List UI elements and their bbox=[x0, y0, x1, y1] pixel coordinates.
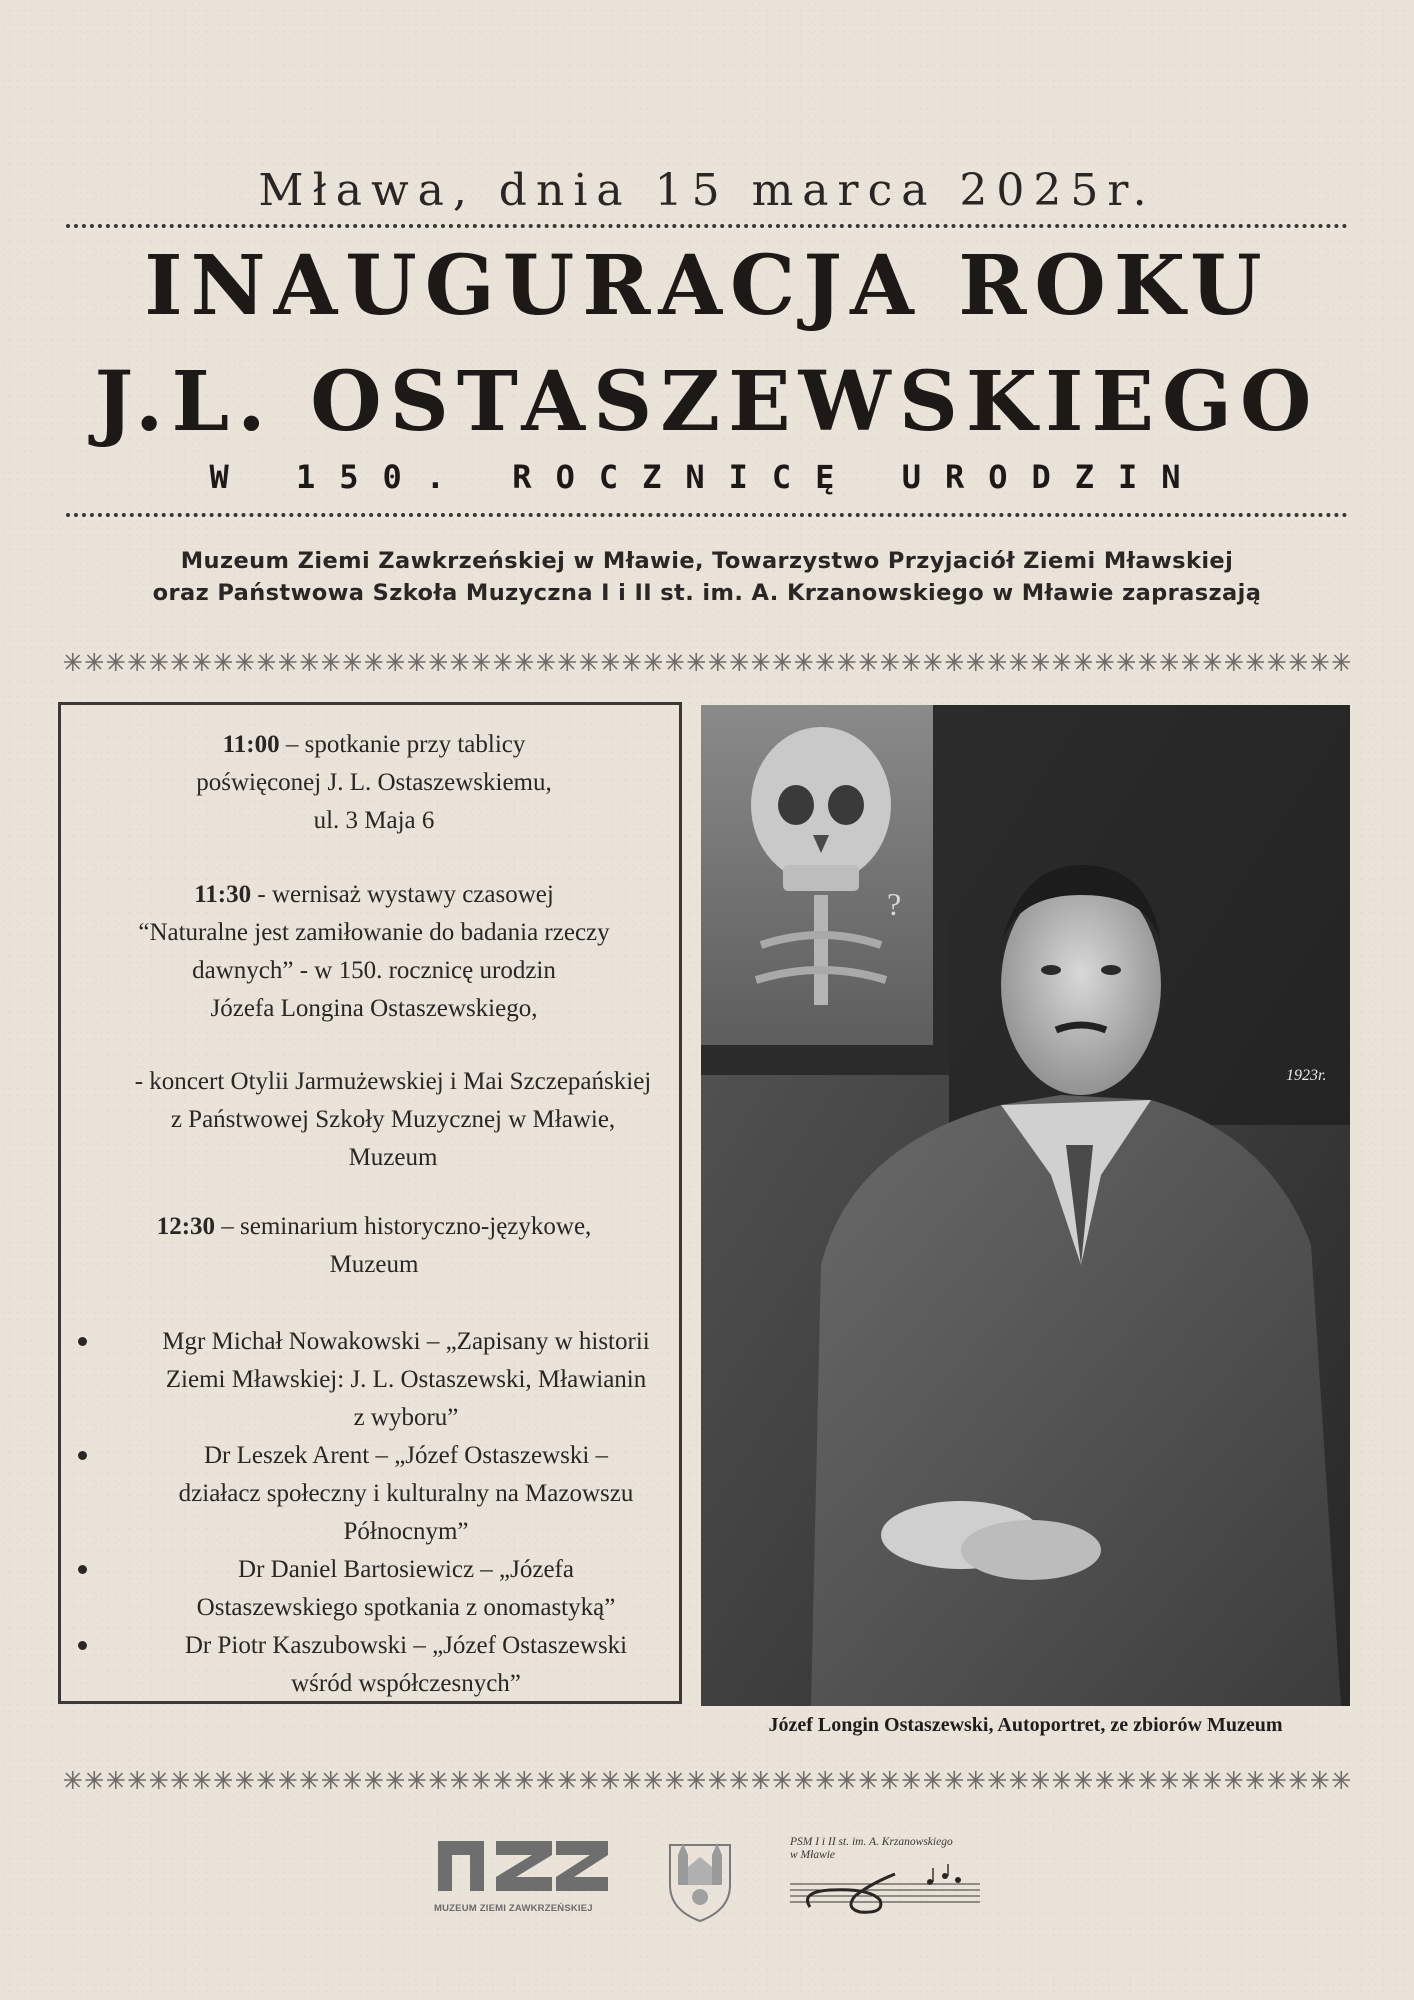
talk-text: Dr Leszek Arent – „Józef Ostaszewski – bbox=[203, 1442, 609, 1469]
list-item bbox=[74, 1437, 674, 1551]
event-text: Józefa Longina Ostaszewskiego, bbox=[210, 995, 538, 1022]
event-text: - wernisaż wystawy czasowej bbox=[251, 881, 554, 908]
bullet-icon bbox=[78, 1565, 87, 1574]
bullet-icon bbox=[78, 1641, 87, 1650]
talk-text: Ostaszewskiego spotkania z onomastyką” bbox=[196, 1594, 616, 1621]
event-time: 12:30 bbox=[156, 1213, 216, 1240]
organizers-line-1: Muzeum Ziemi Zawkrzeńskiej w Mławie, Towarzystwo Przyjaciół Ziemi Mławskiej bbox=[180, 548, 1234, 574]
event-text: poświęconej J. L. Ostaszewskiemu, bbox=[196, 769, 552, 796]
event-text: - koncert Otylii Jarmużewskiej i Mai Szczepańskiej bbox=[134, 1068, 652, 1095]
coat-of-arms-logo bbox=[660, 1825, 740, 1925]
talk-text: wśród współczesnych” bbox=[291, 1670, 521, 1697]
event-text: – seminarium historyczno-językowe, bbox=[215, 1213, 592, 1240]
event-text: z Państwowej Szkoły Muzycznej w Mławie, bbox=[170, 1106, 616, 1133]
talks-list bbox=[74, 1323, 674, 1703]
list-item bbox=[74, 1323, 674, 1437]
event-1130 bbox=[74, 876, 674, 1028]
dotted-divider bbox=[66, 513, 1348, 517]
year-label: 1923r. bbox=[1286, 1067, 1327, 1084]
title-line-1: INAUGURACJA ROKU bbox=[144, 238, 1270, 334]
event-1100 bbox=[74, 726, 674, 840]
talk-text: Północnym” bbox=[343, 1518, 469, 1545]
talk-text: Dr Piotr Kaszubowski – „Józef Ostaszewski bbox=[184, 1632, 628, 1659]
event-text: dawnych” - w 150. rocznicę urodzin bbox=[192, 957, 556, 984]
ornament-border-top bbox=[62, 651, 1352, 673]
event-text: Muzeum bbox=[348, 1144, 438, 1171]
event-text: ul. 3 Maja 6 bbox=[313, 807, 435, 834]
event-time: 11:00 bbox=[222, 731, 280, 758]
psm-logo bbox=[790, 1836, 1000, 1926]
list-item bbox=[74, 1551, 674, 1627]
psm-logo-line-2: w Mławie bbox=[790, 1849, 836, 1861]
dotted-divider bbox=[66, 224, 1348, 228]
talk-text: Ziemi Mławskiej: J. L. Ostaszewski, Mławianin bbox=[165, 1366, 647, 1393]
event-concert bbox=[108, 1063, 678, 1177]
title-line-2: J.L. OSTASZEWSKIEGO bbox=[94, 354, 1320, 450]
date-line: Mława, dnia 15 marca 2025r. bbox=[258, 165, 1156, 216]
event-text: Muzeum bbox=[329, 1251, 419, 1278]
talk-text: Dr Daniel Bartosiewicz – „Józefa bbox=[238, 1556, 574, 1583]
talk-text: działacz społeczny i kulturalny na Mazowszu bbox=[178, 1480, 634, 1507]
organizers-line-2: oraz Państwowa Szkoła Muzyczna I i II st. im. A. Krzanowskiego w Mławie zapraszają bbox=[152, 580, 1262, 606]
mzz-logo bbox=[434, 1837, 612, 1917]
talk-text: Mgr Michał Nowakowski – „Zapisany w historii bbox=[162, 1328, 650, 1355]
bullet-icon bbox=[78, 1337, 87, 1346]
event-time: 11:30 bbox=[194, 881, 252, 908]
portrait-image bbox=[701, 705, 1350, 1706]
subtitle: W 150. ROCZNICĘ URODZIN bbox=[209, 458, 1205, 496]
event-1230 bbox=[74, 1208, 674, 1284]
list-item bbox=[74, 1627, 674, 1703]
event-text: “Naturalne jest zamiłowanie do badania rzeczy bbox=[138, 919, 610, 946]
portrait-caption: Józef Longin Ostaszewski, Autoportret, ze zbiorów Muzeum bbox=[768, 1714, 1283, 1736]
psm-logo-line-1: PSM I i II st. im. A. Krzanowskiego bbox=[790, 1836, 953, 1848]
bullet-icon bbox=[78, 1451, 87, 1460]
ornament-border-bottom bbox=[62, 1769, 1352, 1791]
question-mark: ? bbox=[887, 886, 902, 922]
mzz-logo-name: MUZEUM ZIEMI ZAWKRZEŃSKIEJ bbox=[434, 1903, 593, 1914]
talk-text: z wyboru” bbox=[353, 1404, 459, 1431]
event-text: – spotkanie przy tablicy bbox=[279, 731, 526, 758]
